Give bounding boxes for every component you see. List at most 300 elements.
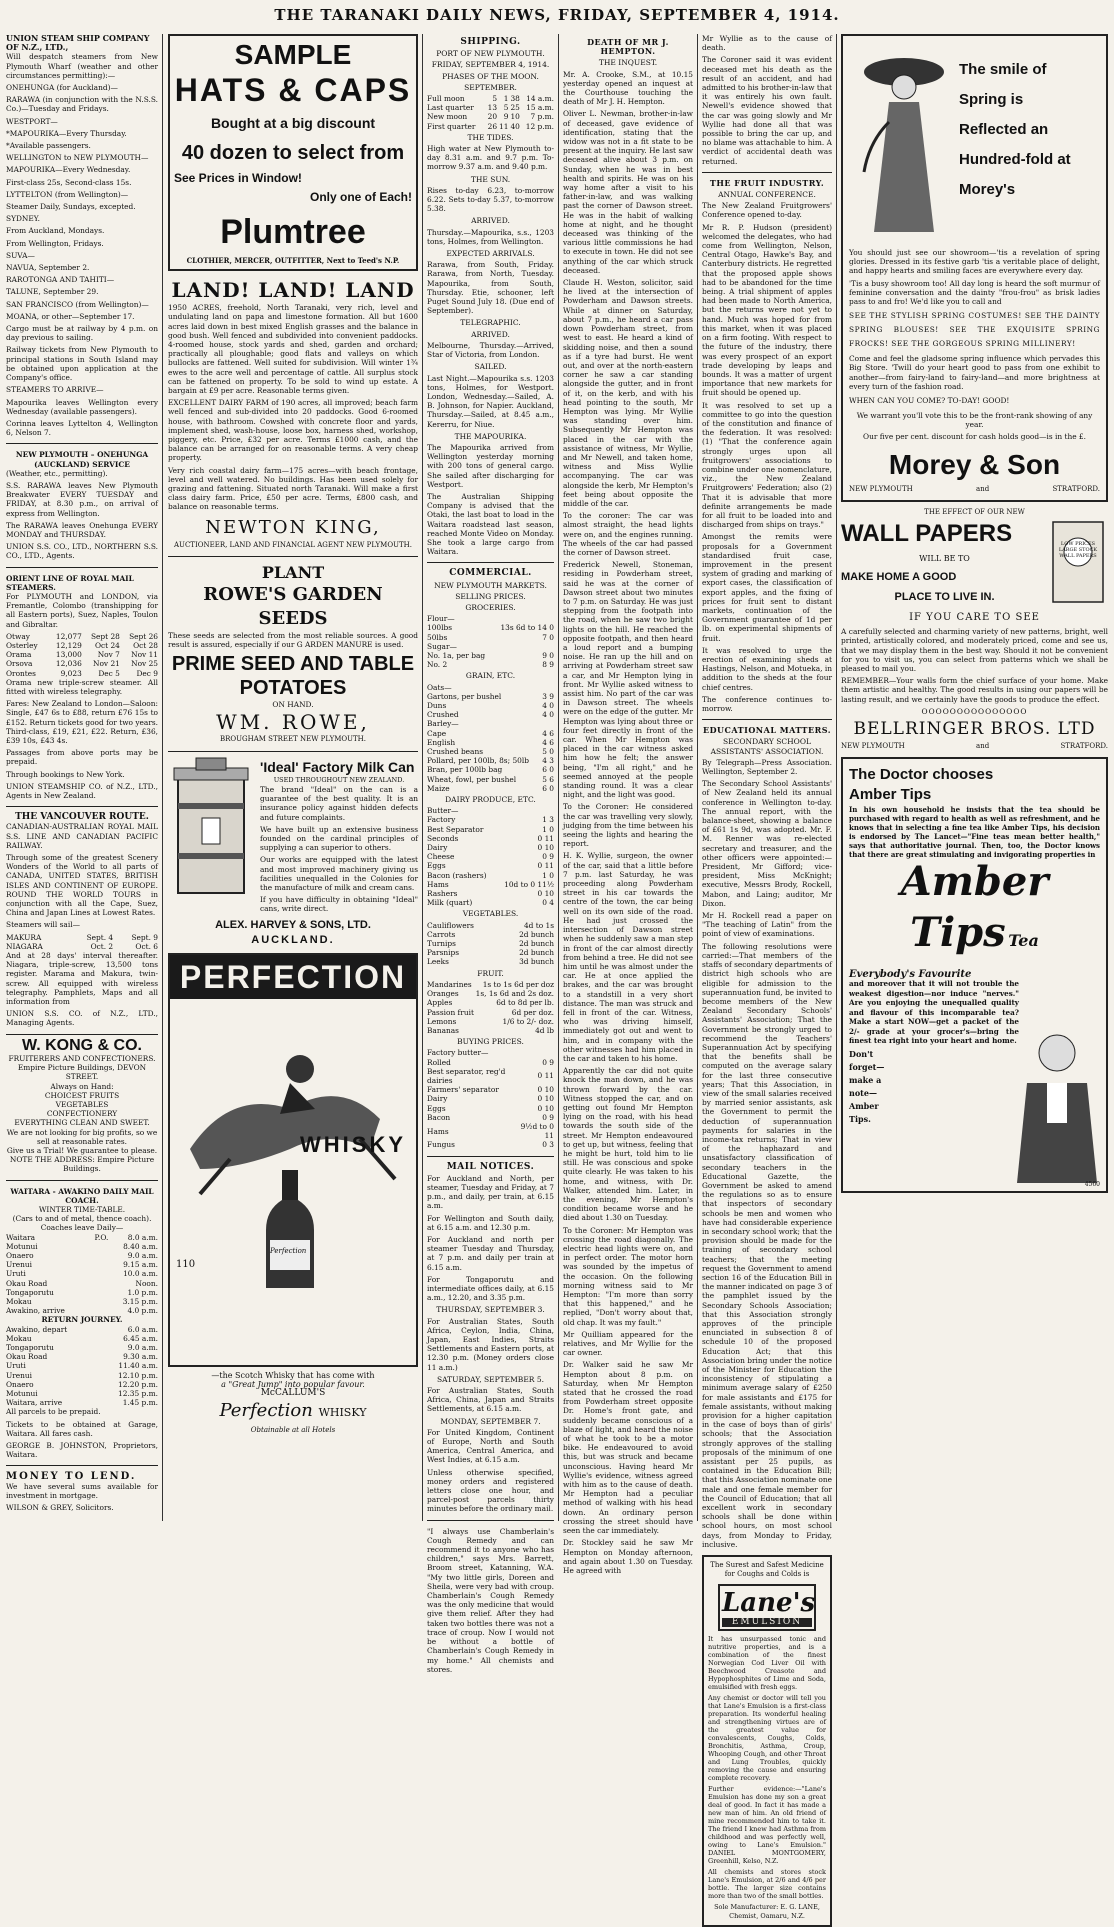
buying-row: [427, 1140, 554, 1149]
waitara-return-row-cell: Uruti: [6, 1361, 26, 1371]
vancouver-line: Steamers will sail—: [6, 920, 80, 930]
ideal-para: The brand "Ideal" on the can is a guarantee of the best quality. It is an insurance policy against hidden defects and future complaints.: [260, 784, 418, 822]
orient-lines: [6, 592, 158, 629]
money-line: We have several sums available for investment in mortgage.: [6, 1481, 158, 1500]
onehunga-line: S.S. RARAWA leaves New Plymouth Breakwater EVERY TUESDAY and FRIDAY, at 8.30 p.m., on arrival of express from Wellington.: [6, 480, 158, 518]
buying-row: [427, 1085, 554, 1094]
waitara-return-row-cell: Waitara, arrive: [6, 1398, 63, 1408]
on-hand: ON HAND.: [272, 700, 314, 710]
expected-para: Rarawa, from South, Friday. Rarawa, from North, Tuesday. Mapourika, from South, Thursday. Etie, schooner, left Puget Sound July 18. (Due end of September).: [427, 260, 554, 316]
dozen-line: 40 dozen to select from: [181, 142, 405, 164]
groceries-row-cell: [493, 642, 554, 651]
ideal-para: If you have difficulty in obtaining "Ideal" cans, write direct.: [260, 895, 418, 914]
waitara-return-row: [6, 1352, 158, 1361]
union-line: ONEHUNGA (for Auckland)—: [6, 83, 118, 93]
union-line: Cargo must be at railway by 4 p.m. on day previous to sailing.: [6, 324, 158, 343]
waitara-return-row-cell: 11.40 a.m.: [118, 1361, 158, 1371]
grain-row-cell: [541, 719, 554, 728]
monday-heading: MONDAY, SEPTEMBER 7.: [440, 1416, 541, 1426]
fruit-industry-para: The conference continues to-morrow.: [702, 694, 832, 714]
dairy-row: [427, 861, 554, 870]
waitara-timetable: [6, 1233, 158, 1316]
grain-row: [427, 775, 554, 784]
inquest-para: Dr. Walker said he saw Mr Hempton about 8 p.m. on Saturday, when Mr Hempton stated that he crossed the road from Powderham street opposite Dr. Home's front gate, and suddenly became conscious of a blaze of light, and heard the noise of what he took to be a motor bike. He endeavoured to avoid this, but was struck and became unconscious. Having heard Mr Wyllie's evidence, witness agreed with him as to the cause of death. Mr Hempton had a peculiar method of walking with his head down. An ordinary person crossing the street should have seen the car immediately.: [563, 1360, 693, 1536]
fruit-row-cell: Lemons: [427, 1016, 457, 1026]
grain-row-cell: 3 9: [542, 691, 554, 701]
waitara-row-cell: Okau Road: [6, 1278, 48, 1288]
ideal-para: Our works are equipped with the latest and most improved machinery giving us facilities unequalled in the Colonies for the manufacture of milk and cream cans.: [260, 855, 418, 892]
inquest-para: Apparently the car did not quite knock the man down, and he was thrown forward by the car. Witness stopped the car, and on getting out found Mr Hempton lying on the road, with his head towards the south side of the street. Mr Hempton endeavoured to get up, but witness, feeling that he might be hurt, told him to lie still. He was conscious and spoke quite clearly. He was taken to his home, and witness, with Dr. Walker, attended him. Later, in the evening, Mr Hempton's condition became worse and he died about 1.30 on Tuesday.: [563, 1066, 693, 1223]
dairy-row: [427, 898, 554, 907]
column-display-ads: [168, 34, 418, 1521]
plumtree-heading: Plumtree: [220, 213, 366, 251]
dont-forget-line: Tips.: [849, 1113, 871, 1124]
fruit-industry-para: It was resolved to urge the erection of examining sheds at Hastings, Nelson, and Motueka, in addition to the sheds at the four chief centres.: [702, 645, 832, 692]
expected-heading: EXPECTED ARRIVALS.: [446, 249, 535, 259]
waitara-row: [6, 1288, 158, 1297]
land-para-3: Very rich coastal dairy farm—175 acres—with beach frontage, level and well watered. No buildings. Has been used solely for grazing and fattening. Situated north Taranaki. Will make a first class dairy farm. Price, £50 per acre. Terms, £800 cash, and balance on reasonable terms.: [168, 465, 418, 512]
orient-row-cell: Nov 7: [97, 650, 120, 660]
buying-row-cell: 0 10: [537, 1085, 554, 1095]
ad-code: 4560: [1084, 1181, 1100, 1189]
vegetables-row-cell: 2d bunch: [519, 939, 554, 949]
vegetables-row-cell: Leeks: [427, 957, 449, 967]
union-line: WELLINGTON to NEW PLYMOUTH—: [6, 153, 149, 163]
date-line: FRIDAY, SEPTEMBER 4, 1914.: [431, 60, 550, 70]
union-lines: [6, 52, 158, 437]
moon-row-cell: 14 a.m.: [526, 94, 554, 104]
grain-row: [427, 747, 554, 756]
union-line: *MAPOURIKA—Every Thursday.: [6, 128, 127, 138]
buying-row-cell: 0 9: [542, 1057, 554, 1067]
groceries-row: [427, 651, 554, 660]
buying-row-cell: 0 10: [537, 1103, 554, 1113]
effect-line: THE EFFECT OF OUR NEW: [924, 507, 1025, 516]
dairy-row-cell: Cheese: [427, 852, 455, 862]
waitara-line: (Cars to and of metal, thence coach).: [12, 1214, 152, 1224]
vancouver-row-cell: Sept. 9: [131, 932, 158, 942]
grain-row-cell: 5 6: [542, 774, 554, 784]
rowes-para: These seeds are selected from the most reliable sources. A good result is assured, especially if our G ARDEN MANURE is used.: [168, 630, 418, 650]
when-line: WHEN CAN YOU COME? TO-DAY! GOOD!: [849, 396, 1010, 406]
moon-row-cell: 13: [487, 103, 498, 113]
dairy-row-cell: Butter—: [427, 806, 459, 816]
moon-row-cell: 9: [503, 112, 509, 122]
groceries-row-cell: 7 0: [542, 632, 554, 642]
fruit-row-cell: Oranges: [427, 989, 459, 999]
educational-para: The following resolutions were carried:—That members of the staffs of secondary departments of district high schools who are eligible for admission to the superannuation fund, be invited to become members of the New Zealand Secondary Schools' Assistants' Association; That the Government be strongly urged to recommend the Teachers' Superannuation Act by specifying that the benefits shall be computed on the average salary for the last three consecutive years; That this Association, in view of the small salaries received by married senior assistants, ask the Government to permit the deduction of superannuation payments for salaries in the income-tax returns; That in view of the haphazard and unsatisfactory classification of secondary teachers in the Educational Gazette, the Government be asked to amend the regulations so as to ensure that inspectors of secondary schools be men and women who have had considerable experience in secondary school work; that the provision should be made for the training of secondary school teachers; that the meeting request the Government to amend section 16 of the Education Bill in the manner indicated on page 3 of the pamphlet issued by the Secondary Schools Association; that this Association strongly approves of the principle enunciated in subsection 8 of schedule 10 of the proposed Education Act; that this Association bring under the notice of the Minister for Education the inconsistency of stipulating a minimum average salary of £250 for male assistants and £175 for female assistants, without making provision for a higher capitation in the case of boys than of girls' schools; that the Association strongly approves of the stalling proposals of the minimum of one assistant per 25 pupils, as contained in the Education Bill; that this Association nominate one male and one female member for the Council of Education; that all excellent work in secondary schools shall be done within school hours, on most school days, from Monday to Friday, inclusive.: [702, 941, 832, 1549]
moon-row: [427, 94, 554, 103]
fruit-industry-para: The New Zealand Fruitgrowers' Conference opened to-day.: [702, 201, 832, 220]
union-line: *Available passengers.: [6, 141, 91, 151]
ideal-paras: [260, 785, 418, 914]
amber-tips-logo: Amber Tips Tea: [900, 858, 1049, 957]
ad-number: 110: [176, 1258, 196, 1270]
educational-para: Mr H. Rockell read a paper on "The teaching of Latin" from the point of view of examinations.: [702, 911, 832, 939]
grain-row-cell: [541, 683, 554, 692]
waitara-row-cell: [89, 1306, 108, 1315]
perfection-script: Perfection WHISKY: [219, 1400, 367, 1422]
lanes-top: The Surest and Safest Medicine for Coughs and Colds is: [710, 1561, 824, 1579]
bought-line: Bought at a big discount: [210, 115, 376, 131]
vancouver-row-cell: Oct. 2: [90, 941, 114, 951]
grain-row-cell: Pollard, per 100lb, 8s; 50lb: [427, 756, 529, 766]
waitara-row-cell: P.O.: [94, 1232, 109, 1242]
buying-row-cell: 0 10: [537, 1094, 554, 1104]
vegetables-row: [427, 930, 554, 939]
prime-seed-heading: PRIME SEED AND TABLE POTATOES: [171, 653, 415, 700]
buying-table: [427, 1048, 554, 1149]
doctor-para: In his own household he insists that the tea should be purchased with regard to health as well as refreshment, and he knows that in selecting a fine tea like Amber Tips, his decision is endorsed by The Lancet—"Fine teas mean better health," says that authoritative journal. Then, too, the Doctor knows that there are great stimulating and invigorating properties in: [849, 805, 1100, 860]
inquest-para: To the Coroner: Mr Hempton was crossing the road diagonally. The electric head lights were on, and in perfect order. The motor horn was sounded by the impetus of the occasion. On the following morning witness said to Mr Hempton: "I'm more than sorry that this happened," and he replied, "Don't worry about that, old chap. It was my fault.": [563, 1225, 693, 1327]
vegetables-row-cell: 3d bunch: [519, 957, 554, 967]
inquest-continued-para: Mr Wyllie as to the cause of death.: [702, 34, 832, 53]
mail-heading: MAIL NOTICES.: [446, 1161, 535, 1172]
chamberlain-para: "I always use Chamberlain's Cough Remedy and can recommend it to anyone who has children," says Mrs. Barrett, Broom street, Katanning, W.A. "My two little girls, Doreen and Sheila, were very bad with croup. Chamberlain's Cough Remedy was the only medicine that would give them relief. After they had taken two bottles there was not a trace of croup. Now I would not be without a bottle of Chamberlain's Cough Remedy in my home." All chemists and stores.: [427, 1526, 554, 1674]
waitara-row-cell: Uruti: [6, 1269, 26, 1279]
dairy-row: [427, 889, 554, 898]
educational-para: The Secondary School Assistants' of New Zealand held its annual conference in Wellington to-day. The annual report, with the balance-sheet, showing a balance of £61 1s 9d, was adopted. Mr. F. M. Renner was re-elected secretary and treasurer, and the other officers were appointed:—President, Mr Gifford; vice-president, Miss McKnight; executive, Messrs Brody, Rockell, Mabon, and Laing; auditor, Mr Dixon.: [702, 779, 832, 908]
waitara-row-cell: [89, 1297, 108, 1306]
union-line: Steamer Daily, Sundays, excepted.: [6, 202, 136, 212]
union-line: MAPOURIKA—Every Wednesday.: [6, 165, 131, 175]
waitara-tail-line: GEORGE B. JOHNSTON, Proprietors, Waitara.: [6, 1441, 158, 1460]
favourite-para: and moreover that it will not trouble the weakest digestion—nor induce "nerves." Are you enjoying the unequalled quality and flavour of this incomparable tea? Make a start NOW—get a packet of the 2/- grade at your grocer's—bring the finest tea right into your heart and home.: [849, 979, 1019, 1046]
kong-line: NOTE THE ADDRESS: Empire Picture Buildings.: [9, 1155, 155, 1174]
waitara-tail-line: Tickets to be obtained at Garage, Waitara. All fares cash.: [6, 1419, 158, 1438]
buying-row-cell: Fungus: [427, 1140, 455, 1150]
union-line: Mapourika leaves Wellington every Wednesday (available passengers).: [6, 397, 158, 416]
buying-row-cell: 0 3: [542, 1140, 554, 1150]
groceries-row-cell: 9 0: [542, 650, 554, 660]
grain-row-cell: Crushed: [427, 710, 459, 720]
orient-row: [6, 659, 158, 668]
thursday-para: For Australian States, South Africa, Ceylon, India, China, Japan, East Indies, Straits Settlements and Eastern ports, at 12.30 p.m. (Money orders close 11 a.m.): [427, 1316, 554, 1372]
grain-heading: GRAIN, ETC.: [465, 671, 516, 681]
remember-para: REMEMBER—Your walls form the chief surface of your home. Make them artistic and healthy. The good results in using our papers will be lasting result, and we certainly have the goods to produce the effect.: [841, 676, 1108, 704]
lanes-para: It has unsurpassed tonic and nutritive properties, and is a combination of the finest Norwegian Cod Liver Oil with Beechwood Creasote and Hypophosphites of Lime and Soda, emulsified with fresh eggs.: [708, 1634, 826, 1691]
buying-row-cell: Rolled: [427, 1057, 451, 1067]
union-line: SYDNEY.: [6, 214, 41, 224]
kong-line: We are not looking for big profits, so we sell at reasonable rates.: [6, 1127, 158, 1146]
fruit-row: [427, 1026, 554, 1035]
waitara-return-row: [6, 1398, 158, 1407]
waitara-row-cell: Awakino, arrive: [6, 1306, 65, 1316]
vancouver-line: Through some of the greatest Scenery Wonders of the World to all parts of CANADA, UNITED STATES, BRITISH ISLES AND CONTINENT OF EUROPE. ROUND THE WORLD TOURS in conjunction with all the Cape, Suez, China and Japan Lines at Lowest Rates.: [6, 853, 158, 918]
dairy-row-cell: Eggs: [427, 861, 446, 871]
buying-row-cell: Dairy: [427, 1094, 448, 1104]
educational-sub: SECONDARY SCHOOL ASSISTANTS' ASSOCIATION.: [710, 737, 824, 756]
land-heading: LAND! LAND! LAND: [171, 278, 415, 303]
waitara-return-row-cell: Onaero: [6, 1379, 34, 1389]
mail-paras: [427, 1174, 554, 1303]
auckland-heading: AUCKLAND.: [251, 933, 335, 946]
sample-heading: SAMPLE: [234, 39, 352, 70]
vegetables-row-cell: Cauliflowers: [427, 920, 474, 930]
union-line: STEAMERS TO ARRIVE—: [6, 385, 104, 395]
grain-row-cell: Bran, per 100lb bag: [427, 765, 503, 775]
grain-row: [427, 765, 554, 774]
newton-king-sub: AUCTIONEER, LAND AND FINANCIAL AGENT NEW PLYMOUTH.: [174, 540, 412, 549]
moon-row-cell: 1: [503, 94, 509, 104]
smile-para: 'Tis a busy showroom too! All day long is heard the soft murmur of feminine conversation and the dainty "frou-frou" as brisk ladies pass to and fro! We'd like you to call and: [849, 278, 1100, 307]
saturday-heading: SATURDAY, SEPTEMBER 5.: [437, 1374, 544, 1384]
vegetables-row: [427, 957, 554, 966]
waitara-tail: [6, 1407, 158, 1459]
waitara-return-row: [6, 1389, 158, 1398]
lanes-para-2: Any chemist or doctor will tell you that Lane's Emulsion is a first-class preparation. Its wonderful healing and strengthening virtues are of the greatest value for convalescents, Coughs, Colds, Bronchitis, Asthma, Croup, Whooping Cough, and other Throat and Lung Troubles, quickly removing the cause and ensuring complete recovery.: [708, 1693, 826, 1782]
buying-row: [427, 1104, 554, 1113]
orient-row-cell: 12,077: [55, 631, 82, 641]
educational-heading: EDUCATIONAL MATTERS.: [702, 725, 831, 736]
dairy-row-cell: 0 9: [542, 852, 554, 862]
waitara-return-row-cell: Urenui: [6, 1370, 33, 1380]
grain-row-cell: Oats—: [427, 682, 452, 692]
moon-row-cell: 7 p.m.: [530, 112, 554, 122]
moon-row-cell: Last quarter: [427, 103, 474, 113]
tides-para: High water at New Plymouth to-day 8.31 a.m. and 9.7 p.m. To-morrow 9.37 a.m. and 9.40 p.m.: [427, 144, 554, 172]
lanes-emulsion-ad: [702, 1555, 832, 1927]
ideal-para: We have built up an extensive business founded on the cardinal principles of supplying a can superior to others.: [260, 824, 418, 853]
kong-lines: [6, 1054, 158, 1174]
dairy-row-cell: Dairy: [427, 843, 448, 853]
dairy-row: [427, 871, 554, 880]
milk-can-icon: [168, 758, 254, 898]
newton-king-heading: NEWTON KING,: [205, 516, 381, 538]
inquest-para: Frederick Newell, Stoneman, residing in Powderham street, said he was at the corner of Dawson street about two minutes to 7 p.m. on Saturday. He was just stepping from the footpath into the road, when he saw two bright lights on the hill. He reached the opposite footpath, and then heard a loud report and a bumping noise. He ran up the hill and on arriving at Powderham street saw a car, and Mr Hempton lying in front. Mr Wyllie asked witness to assist him. No part of the car was in Dawson street. The wheels were on the edge of the gutter. Mr Hempton was lying about three or four feet directly in front of the car. When Mr Hempton was placed in the car witness asked him how he felt; the answer being, "I'm all right," and he seemed annoyed at the people standing round. It was a clear night, and the light was good.: [563, 560, 693, 800]
orient-tail-line: Passages from above ports may be prepaid.: [6, 748, 158, 767]
bellringer-heading: BELLRINGER BROS. LTD: [853, 719, 1096, 740]
groceries-row-cell: 100lbs: [427, 623, 452, 633]
orient-row-cell: Sept 26: [129, 631, 158, 641]
horse-and-jockey-icon: [170, 999, 416, 1199]
dairy-row-cell: Best Separator: [427, 824, 484, 834]
inquest-para: Oliver L. Newman, brother-in-law of deceased, gave evidence of identification, stating that the widow was not in a fit state to be present at the inquiry. He last saw deceased alive about 3 p.m. on Sunday, when he was in best health and spirits. He was on his way home after a visit to his father-in-law, and was walking past the corner of Dawson street. He was in the habit of walking home at night, and he thought deceased was thinking of the various little commissions he had to execute in town. He did not see anything of the car which struck deceased.: [563, 109, 693, 275]
groceries-row-cell: 8 9: [542, 660, 554, 670]
moon-row-cell: 40: [510, 121, 520, 131]
smile-line: The smile of: [959, 61, 1047, 78]
onehunga-line: The RARAWA leaves Onehunga EVERY MONDAY and THURSDAY.: [6, 520, 158, 539]
union-line: From Auckland, Mondays.: [6, 226, 105, 236]
orient-row-cell: Osterley: [6, 640, 38, 650]
orient-row: [6, 650, 158, 659]
dairy-row-cell: 0 10: [537, 843, 554, 853]
buying-row-cell: Bacon: [427, 1112, 451, 1122]
waitara-return-row-cell: 1.45 p.m.: [122, 1398, 158, 1408]
moon-table: [427, 94, 554, 131]
dairy-row: [427, 825, 554, 834]
waitara-return-row-cell: 9.30 a.m.: [123, 1352, 158, 1362]
waitara-row-cell: [89, 1288, 108, 1297]
money-title: MONEY TO LEND.: [6, 1471, 137, 1483]
selling-heading: SELLING PRICES.: [455, 591, 526, 601]
grain-row-cell: Maize: [427, 783, 450, 793]
inquest-para: Dr. Stockley said he saw Mr Hempton on Monday afternoon, and again about 1.30 on Tuesday. He agreed with: [563, 1538, 693, 1575]
come-para: Come and feel the gladsome spring influence which pervades this Big Store. 'Twill do your heart good to pass from one exhibit to another—from fairy-land to fairy-land—and more brightness at every turn of the fashion road.: [849, 354, 1100, 391]
ornament-row: OOOOOOOOOOOOOOO: [921, 706, 1028, 716]
dont-forget-line: make a: [849, 1074, 882, 1085]
orient-row: [6, 632, 158, 641]
wall-para: A carefully selected and charming variety of new patterns, bright, well printed, artistically colored, and moderately priced, come and see us, that we may display them in the best way. Should it not be convenient for you to visit us, you can select from patterns which we shall be pleased to mail you.: [841, 627, 1108, 674]
ideal-heading: 'Ideal' Factory Milk Can: [260, 758, 415, 775]
waitara-return-row-cell: 6.45 a.m.: [123, 1333, 158, 1343]
money-line: WILSON & GREY, Solicitors.: [6, 1503, 114, 1513]
dairy-row-cell: [496, 806, 554, 815]
grain-row-cell: 4 0: [542, 701, 554, 710]
buying-row: [427, 1067, 554, 1085]
waitara-row: [6, 1269, 158, 1278]
waitara-return-row: [6, 1334, 158, 1343]
whisky-word: WHISKY: [300, 1131, 406, 1157]
fruit-row: [427, 980, 554, 989]
doctor-heading: The Doctor chooses: [849, 766, 994, 784]
fruit-industry-para: Amongst the remits were proposals for a Government standardised fruit case, improvement in the present system of grading and marking of export cases, the classification of export apples, and the fixing of prices for fruit sent to distant markets, continuation of the Government guarantee of 1d per lb. on experimental shipments of fruit.: [702, 532, 832, 643]
phases-month: SEPTEMBER.: [464, 82, 517, 92]
vancouver-row-cell: Oct. 6: [135, 941, 158, 951]
kong-line: CONFECTIONERY: [46, 1109, 118, 1119]
dairy-row-cell: Seconds: [427, 833, 459, 843]
union-line: WESTPORT—: [6, 116, 58, 126]
inquest-para: To the Coroner: He considered the car was travelling very slowly, judging from the time between his seeing the lights and hearing the report.: [563, 802, 693, 849]
waitara-row-cell: [89, 1269, 108, 1278]
vegetables-table: [427, 921, 554, 967]
sun-para: Rises to-day 6.23, to-morrow 6.22. Sets to-day 5.37, to-morrow 5.38.: [427, 185, 554, 214]
spring-lady-illustration: [849, 42, 959, 242]
waitara-title: WAITARA - AWAKINO DAILY MAIL COACH.: [10, 1186, 154, 1205]
orient-row-cell: Dec 9: [136, 668, 158, 678]
vegetables-row-cell: Turnips: [427, 939, 456, 949]
buying-row: [427, 1048, 554, 1057]
see-list: SEE THE STYLISH SPRING COSTUMES! SEE THE DAINTY SPRING BLOUSES! SEE THE EXQUISITE SPRING FROCKS! SEE THE GORGEOUS SPRING MILLINERY!: [849, 311, 1100, 349]
grain-row: [427, 719, 554, 728]
union-line: SAN FRANCISCO (from Wellington)—: [6, 299, 149, 309]
waitara-row-cell: 8.0 a.m.: [127, 1232, 158, 1242]
arrived-heading: ARRIVED.: [471, 216, 510, 226]
mapourika-heading: THE MAPOURIKA.: [454, 431, 527, 441]
grain-row-cell: Barley—: [427, 719, 459, 729]
kong-title: W. KONG & CO.: [22, 1036, 142, 1054]
buying-row-cell: Farmers' separator: [427, 1085, 499, 1095]
fruit-industry-para: It was resolved to set up a committee to go into the question of the constitution and finance of the federation. It was resolved: (1) "That the conference again strongly urges upon all fruitgrowers' associations to combine under one nomenclature, viz., the New Zealand Fruitgrowers' Federation; also (2) That it is advisable that more definite arrangements be made for all fruit to be loaded into and discharged from ships on trays.": [702, 400, 832, 530]
fruit-row-cell: 6d per doz.: [511, 1007, 554, 1017]
orient-row-cell: Oct 24: [94, 640, 120, 650]
inquest-para: Claude H. Weston, solicitor, said he lived at the intersection of Powderham and Dawson streets. While at dinner on Saturday, about 7 p.m., he heard a car pass down Powderham street, from west to east. He heard a kind of skidding noise, and then a sound as if a tyre had burst. He went out, and over at the north-eastern corner he saw a car standing alongside the gutter, and in front of it, on the kerb, and with his head pointing to the south, Mr Hempton was lying. Mr Wyllie was standing over him. Subsequently Mr Hempton was placed in the car with the assistance of witness, Mr Wyllie, and Mr Newell, and taken home, witness and Miss Wyllie accompanying. The car was alongside the kerb, Mr Hempton's feet being about opposite the middle of the car.: [563, 278, 693, 508]
grain-row: [427, 701, 554, 710]
dairy-row-cell: 0 4: [542, 898, 554, 908]
dont-forget-line: forget—: [849, 1061, 885, 1072]
buying-row-cell: Factory butter—: [427, 1048, 489, 1058]
moon-row: [427, 103, 554, 112]
grain-row: [427, 784, 554, 793]
inquest-para: Mr Quilliam appeared for the relatives, and Mr Wyllie for the car owner.: [563, 1329, 693, 1358]
vancouver-row: [6, 942, 158, 951]
buying-row-cell: Eggs: [427, 1103, 446, 1113]
death-heading: DEATH OF MR J. HEMPTON.: [587, 37, 669, 57]
inquest-para: H. K. Wyllie, surgeon, the owner of the car, said that a little before 7 p.m. last Saturday, he was proceeding along Powderham street in his car towards the centre of the town, the car being well on its own side of the road. He had just crossed the intersection of Dawson street when he suddenly saw a man step in front of the car almost directly from behind a tree. He did not see him until he was almost under the car. He at once applied the brakes, and the car was brought to a standstill in a very short distance. The man was struck and fell in front of the car. Witness, who was driving himself, immediately got out and went to him, and in company with the other witnesses had him placed in the car and taken to his home.: [563, 851, 693, 1063]
bottle-label: Perfection: [270, 1246, 307, 1255]
buying-row: [427, 1094, 554, 1103]
bottle-icon: [260, 1170, 320, 1290]
union-line: Will despatch steamers from New Plymouth Wharf (weather and other circumstances permitting):—: [6, 52, 158, 80]
union-line: From Wellington, Fridays.: [6, 238, 104, 248]
dairy-row-cell: 1 3: [542, 815, 554, 825]
sun-heading: THE SUN.: [470, 174, 511, 184]
lanes-logo: Lane's EMULSION: [718, 1584, 816, 1631]
plant-heading: PLANT: [261, 562, 325, 582]
waitara-row-cell: Motunui: [6, 1241, 38, 1251]
fruit-row-cell: 1s, 1s 6d and 2s doz.: [475, 989, 554, 999]
dairy-row-cell: 0 11: [537, 861, 554, 871]
groceries-row-cell: Sugar—: [427, 641, 457, 651]
fruit-row-cell: 4d lb: [535, 1025, 554, 1035]
column-shipping-commercial: [427, 34, 554, 1674]
column-news: [702, 34, 832, 1920]
waitara-row: [6, 1297, 158, 1306]
fruit-row-cell: 1s to 1s 6d per doz: [482, 979, 554, 989]
fruit-row-cell: 1/6 to 2/- doz.: [502, 1016, 554, 1026]
grain-row: [427, 710, 554, 719]
dairy-row: [427, 815, 554, 824]
mail-para: For Wellington and South daily, at 6.15 a.m. and 12.30 p.m.: [427, 1213, 554, 1232]
orient-tail-line: UNION STEAMSHIP CO. of N.Z., LTD., Agents in New Zealand.: [6, 781, 158, 801]
dairy-row: [427, 843, 554, 852]
vancouver-row-cell: NIAGARA: [6, 941, 43, 951]
land-para-1: 1950 ACRES, freehold, North Taranaki, very rich, level and undulating land on papa and limestone formation. All but 1600 acres laid down in best mixed English grasses and the balance in good bush. Well fenced and subdivided into convenient paddocks. 4-roomed house, stock yards and shed, garden and orchard; practically all ploughable; good flats and valleys on which bullocks are fattened. Well suited for subdivision. Will winter 1¾ ewes to the acre well and percentage of cattle. All surplus stock can be fattened on property. To be sold to wind up estate. A bargain at £9 per acre. Reasonable terms given.: [168, 303, 418, 396]
mapourika-para: The Mapourika arrived from Wellington yesterday morning with 200 tons of general cargo. She sailed after discharging for Westport.: [427, 442, 554, 489]
shipping-co-para: The Australian Shipping Company is advised that the Otaki, the last boat to load in the Waitara roadstead last season, reached Monte Video on Monday. She took a large cargo from Waitara.: [427, 491, 554, 557]
gentleman-illustration: [1007, 1013, 1102, 1183]
grain-row-cell: Duns: [427, 701, 447, 710]
orient-row-cell: Otway: [6, 631, 30, 641]
waitara-row-cell: Tongaporutu: [6, 1287, 54, 1297]
fruit-row: [427, 989, 554, 998]
morey-locations: NEW PLYMOUTH and STRATFORD.: [849, 484, 1100, 493]
scotch-line: —the Scotch Whisky that has come with: [211, 1370, 375, 1380]
waitara-return-row: [6, 1380, 158, 1389]
vegetables-row-cell: 2d bunch: [519, 948, 554, 958]
grain-row: [427, 683, 554, 692]
wallpaper-roll-icon: [1048, 517, 1108, 607]
orient-row-cell: Orama: [6, 650, 32, 660]
orient-row-cell: 12,129: [55, 640, 82, 650]
perfection-banner: PERFECTION: [170, 955, 416, 999]
dairy-row: [427, 852, 554, 861]
moon-row-cell: 5: [492, 94, 498, 104]
fruit-row-cell: Passion fruit: [427, 1007, 474, 1017]
buying-row-cell: Best separator, reg'd dairies: [427, 1066, 506, 1085]
mail-para: For Auckland and north per steamer Tuesday and Thursday, at 7 p.m. and daily per train at 6.15 a.m.: [427, 1234, 554, 1272]
moon-row-cell: 10: [510, 112, 520, 122]
tides-heading: THE TIDES.: [467, 132, 514, 142]
groceries-row: [427, 660, 554, 669]
onehunga-line: (Weather, etc., permitting).: [6, 468, 108, 478]
fruit-row: [427, 1008, 554, 1017]
orient-tail: [6, 678, 158, 800]
smile-line: Morey's: [959, 181, 1016, 198]
dairy-row-cell: 1 0: [542, 870, 554, 880]
morey-son-heading: Morey & Son: [888, 448, 1061, 480]
kong-line: Give us a Trial! We guarantee to please.: [6, 1145, 158, 1155]
grain-row-cell: 4 0: [542, 710, 554, 720]
moon-row-cell: 15 a.m.: [526, 103, 554, 113]
waitara-tail-line: All parcels to be prepaid.: [6, 1407, 101, 1417]
moon-row-cell: First quarter: [427, 121, 476, 131]
waitara-return-timetable: [6, 1325, 158, 1408]
fruit-row-cell: 6d to 8d per lb.: [496, 998, 554, 1008]
waitara-row-cell: Onaero: [6, 1250, 34, 1260]
orient-row-cell: Orsova: [6, 659, 33, 669]
thursday-heading: THURSDAY, SEPTEMBER 3.: [436, 1305, 545, 1315]
